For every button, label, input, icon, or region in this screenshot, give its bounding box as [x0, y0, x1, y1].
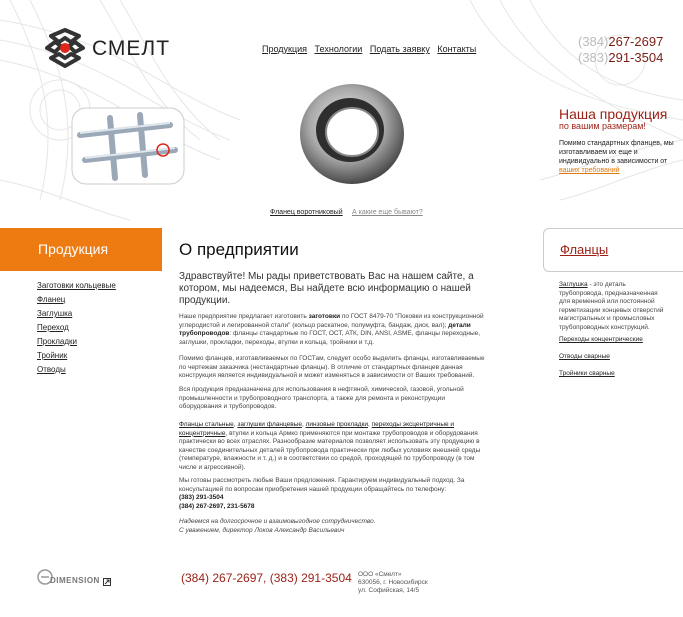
offer-bold-pipeline-parts: детали трубопроводов — [179, 321, 471, 337]
link-eccentric-adapters[interactable]: переходы эксцентричные и концентричные — [179, 421, 455, 437]
offer-bold-blanks: заготовки — [308, 313, 341, 320]
external-link-icon[interactable] — [103, 578, 111, 586]
link-welded-elbows[interactable]: Отводы сварные — [559, 353, 610, 360]
phone-number: 267-2697 — [608, 34, 664, 49]
flange-caption-link[interactable]: Фланец воротниковый — [270, 209, 343, 216]
promo-body: Помимо стандартных фланцев, мы изготавливаем их еще и индивидуально в зависимости от — [559, 140, 674, 165]
nav-technologies[interactable]: Технологии — [314, 44, 363, 54]
plug-desc-text: - это деталь трубопровода, предназначенная для временной или постоянной герметизации концевых отверстий магистральных и промысловых трубопроводных конструкций. — [559, 281, 664, 331]
other-flanges-link[interactable]: А какие еще бывают? — [352, 209, 423, 216]
logo-text[interactable]: СМЕЛТ — [92, 37, 171, 60]
menu-item-flange[interactable]: Фланец — [37, 295, 66, 304]
menu-item-adapter[interactable]: Переход — [37, 323, 69, 332]
page-title: О предприятии — [179, 240, 299, 259]
paragraph-signature — [179, 518, 489, 535]
signature-line-1: Надеемся на долгосрочное и взаимовыгодное сотрудничество. — [179, 518, 376, 525]
promo-subtitle: по вашим размерам! — [559, 121, 646, 131]
promo-requirements-link[interactable]: ваших требований — [559, 167, 620, 174]
plug-description — [559, 281, 669, 332]
right-link-2 — [559, 353, 669, 362]
link-steel-flanges[interactable]: Фланцы стальные — [179, 421, 234, 428]
flanges-tab-title[interactable]: Фланцы — [560, 242, 609, 257]
promo-title: Наша продукция — [559, 106, 668, 122]
address-city: 630056, г. Новосибирск — [358, 579, 428, 586]
address-street: ул. Софийская, 14/5 — [358, 587, 420, 594]
signature-line-2: С уважением, директор Локов Александр Васильевич — [179, 526, 345, 534]
offer-text: Наше предприятие предлагает изготовить — [179, 313, 309, 320]
header-phones — [578, 34, 663, 66]
paragraph-offer — [179, 313, 489, 347]
link-welded-tees[interactable]: Тройники сварные — [559, 370, 615, 377]
nav-products[interactable]: Продукция — [262, 44, 308, 54]
menu-item-gaskets[interactable]: Прокладки — [37, 337, 77, 346]
footer-address — [358, 571, 428, 595]
phone-number: 291-3504 — [608, 50, 664, 65]
nav-submit-request[interactable]: Подать заявку — [369, 44, 430, 54]
offer-text: : фланцы стандартные по ГОСТ, ОСТ, АТК, DIN, ANSI, ASME, фланцы переходные, заглушки, прокладки, переходы, втулки и кольца, тройники и т.д. — [179, 330, 481, 346]
left-product-menu — [37, 279, 116, 377]
link-flange-plugs[interactable]: заглушки фланцевые — [237, 421, 302, 428]
right-link-1 — [559, 336, 669, 345]
menu-item-plug[interactable]: Заглушка — [37, 309, 73, 318]
products-tab-title: Продукция — [38, 241, 109, 257]
contact-text: Мы готовы рассмотреть любые Ваши предложения. Гарантируем индивидуальный подход. За консультацией по вопросам приобретения нашей продукции обращайтесь по телефону: — [179, 477, 465, 493]
promo-text — [559, 139, 677, 175]
phone-code: (383) — [578, 50, 609, 65]
footer-phones: (384) 267-2697, (383) 291-3504 — [181, 571, 352, 585]
menu-item-tee[interactable]: Тройник — [37, 351, 68, 360]
paragraph-industries: Вся продукция предназначена для использования в нефтяной, химической, газовой, угольной промышленности и трубопроводного транспорта, а также для ремонта и реконструкции оборудования и трубопроводов. — [179, 386, 464, 410]
products-section-tab — [0, 228, 162, 271]
link-concentric-adapters[interactable]: Переходы концентрические — [559, 336, 643, 343]
plug-link[interactable]: Заглушка — [559, 281, 588, 288]
paragraph-products-use: Фланцы стальные, заглушки фланцевые, линзовые прокладки, переходы эксцентричные и концентричные, втулки и кольца Армко применяются при монтаже трубопроводов и оборудования практически во всех отраслях. Разнообразие материалов позволяет использовать эту продукцию в качестве соединительных деталей трубопровода практически при любых условиях внешней среды (температуре, влажности и т. д.) и в соответствии со средой, проходящей по трубопроводу (в том числе и агрессивной). — [179, 421, 481, 471]
intro-text: Здравствуйте! Мы рады приветствовать Вас на нашем сайте, а котором, мы надеемся, Вы найдете всю информацию о нашей продукции. — [179, 271, 474, 306]
flange-product-image — [292, 72, 412, 192]
menu-item-ring-blanks[interactable]: Заготовки кольцевые — [37, 281, 116, 290]
paragraph-custom-flanges: Помимо фланцев, изготавливаемых по ГОСТам, следует особо выделить фланцы, изготавливаемые по чертежам заказчика (нестандартные фланцы). В отличие от стандартных фланцев данная конструкция является индивидуальной и может изменяться в зависимости от Ваших требований. — [179, 355, 485, 379]
address-company: ООО «Смелт» — [358, 571, 402, 578]
dimension-brand[interactable]: DIMENSION — [50, 576, 100, 585]
company-logo-icon[interactable] — [43, 28, 87, 68]
phone-code: (384) — [578, 34, 609, 49]
nav-contacts[interactable]: Контакты — [437, 44, 477, 54]
flanges-section-tab — [543, 228, 683, 272]
products-use-text: , втулки и кольца Армко применяются при монтаже трубопроводов и оборудования практически во всех отраслях. Разнообразие материалов позволяет использовать эту продукцию в качестве соединительных деталей трубопровода практически при любых условиях внешней среды (температуре, влажности и т. д.) и в соответствии со средой, проходящей по трубопроводу (в том числе и агрессивной). — [179, 429, 481, 471]
paragraph-contact — [179, 477, 489, 511]
menu-item-elbows[interactable]: Отводы — [37, 365, 66, 374]
offer-text: по ГОСТ 8479-70 "Поковки из конструкционной углеродистой и легированной стали" (кольцо раскатное, полумуфта, бандаж, диск, вал); — [179, 313, 484, 329]
right-link-3 — [559, 370, 669, 379]
contact-phone-1: (383) 291-3504 — [179, 494, 224, 501]
contact-phone-2: (384) 267-2697, 231-5678 — [179, 502, 255, 510]
top-nav — [262, 44, 476, 54]
link-lens-gaskets[interactable]: линзовые прокладки — [305, 421, 369, 428]
